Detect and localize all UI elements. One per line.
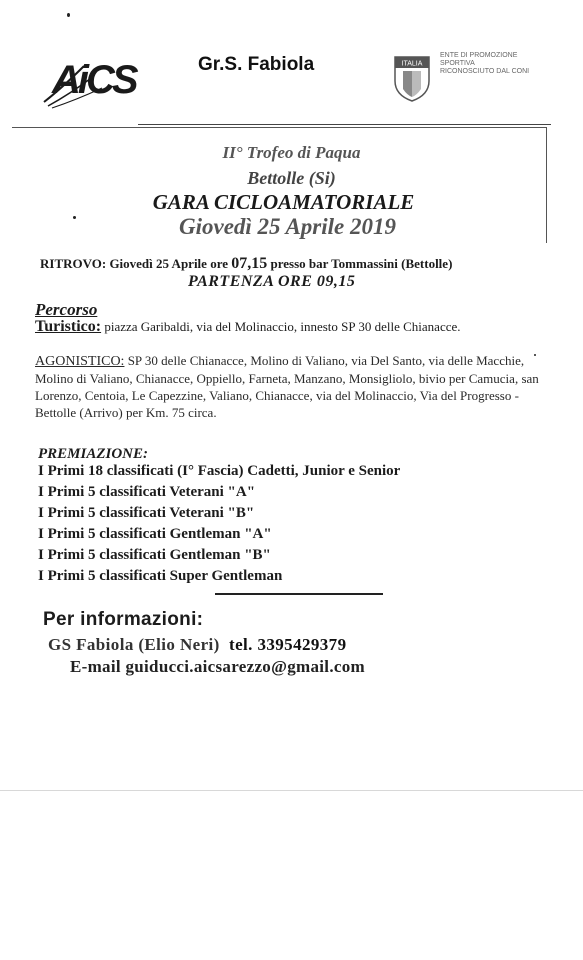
percorso-heading: Percorso bbox=[35, 300, 98, 319]
aics-logo bbox=[40, 52, 140, 110]
info-heading: Per informazioni: bbox=[43, 609, 204, 630]
tel-number: 3395429379 bbox=[257, 635, 347, 654]
contact-line bbox=[48, 635, 346, 655]
trophy-title: II° Trofeo di Paqua bbox=[222, 143, 361, 162]
premiazione-heading: PREMIAZIONE: bbox=[38, 446, 149, 462]
aics-logo-text: AiCS bbox=[52, 58, 136, 102]
tel-label: tel. bbox=[229, 635, 253, 654]
list-item: I Primi 5 classificati Super Gentleman bbox=[38, 568, 283, 584]
coni-caption: ENTE DI PROMOZIONE SPORTIVA RICONOSCIUTO DAL CONI bbox=[440, 52, 530, 75]
list-item: I Primi 5 classificati Veterani "A" bbox=[38, 484, 256, 500]
list-item: I Primi 18 classificati (I° Fascia) Cadetti, Junior e Senior bbox=[38, 463, 401, 479]
ritrovo-label: RITROVO: bbox=[40, 256, 107, 271]
turistico-route: piazza Garibaldi, via del Molinaccio, innesto SP 30 delle Chianacce. bbox=[104, 319, 461, 334]
group-name: Gr.S. Fabiola bbox=[198, 54, 315, 75]
partenza-line: PARTENZA ORE 09,15 bbox=[188, 273, 356, 290]
ritrovo-place: presso bar Tommassini (Bettolle) bbox=[270, 256, 453, 271]
ritrovo-date: Giovedì 25 Aprile bbox=[109, 256, 207, 271]
scan-speck bbox=[67, 13, 70, 17]
agonistico-route: SP 30 delle Chianacce, Molino di Valiano, via Del Santo, via delle Macchie, Molino di Valiano, Chianacce, Oppiello, Farneta, Manzano, Monsigliolo, bivio per Camucia, san Lorenzo, Centoia, Le Capezzine, Valiano, Chianacce, via del Molinaccio, Via del Progresso - Bettolle (Arrivo) per Km. 75 circa. bbox=[35, 353, 539, 420]
event-date: Giovedì 25 Aprile 2019 bbox=[179, 214, 396, 239]
email-line bbox=[70, 657, 365, 677]
coni-shield-icon bbox=[393, 55, 431, 103]
email-address: guiducci.aicsarezzo@gmail.com bbox=[125, 657, 365, 676]
contact-name: GS Fabiola (Elio Neri) bbox=[48, 635, 220, 654]
list-item: I Primi 5 classificati Veterani "B" bbox=[38, 505, 255, 521]
coni-shield-label: ITALIA bbox=[401, 60, 423, 68]
turistico-line bbox=[35, 318, 461, 336]
section-divider bbox=[215, 593, 383, 595]
location: Bettolle (Si) bbox=[247, 168, 336, 188]
agonistico-paragraph bbox=[35, 352, 555, 421]
turistico-label: Turistico: bbox=[35, 318, 102, 335]
premiazione-list bbox=[38, 461, 400, 587]
list-item: I Primi 5 classificati Gentleman "B" bbox=[38, 547, 271, 563]
list-item: I Primi 5 classificati Gentleman "A" bbox=[38, 526, 272, 542]
ritrovo-ore: ore bbox=[210, 256, 228, 271]
ritrovo-line bbox=[40, 255, 452, 273]
email-label: E-mail bbox=[70, 657, 121, 676]
agonistico-label: AGONISTICO: bbox=[35, 354, 125, 369]
header-divider bbox=[138, 124, 551, 125]
page-edge bbox=[0, 790, 583, 791]
event-type: GARA CICLOAMATORIALE bbox=[152, 190, 415, 214]
ritrovo-time: 07,15 bbox=[231, 255, 268, 272]
